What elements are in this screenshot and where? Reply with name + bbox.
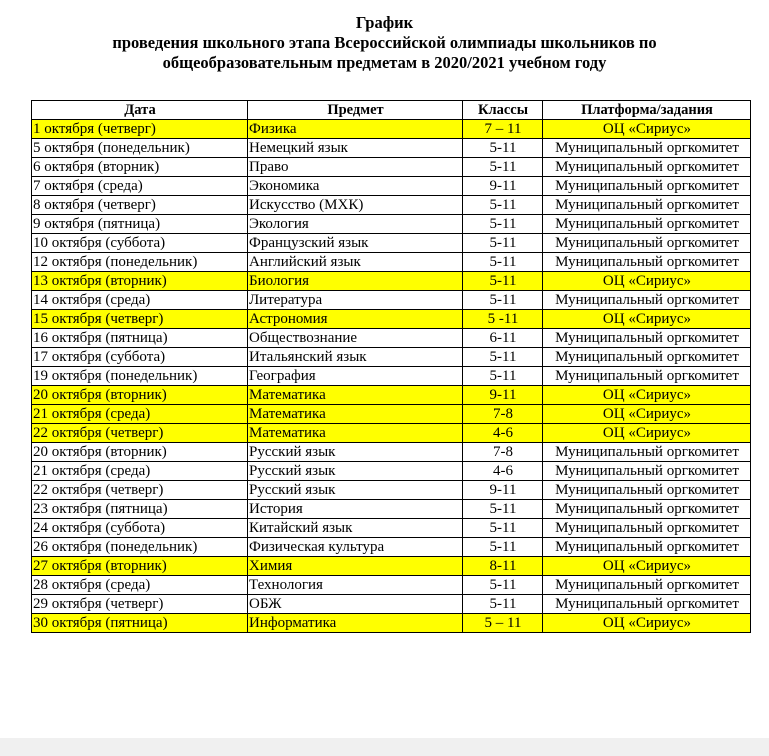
date-cell: 24 октября (суббота) [32,519,248,538]
platform-cell: Муниципальный оргкомитет [543,538,751,557]
subject-cell: География [248,367,463,386]
table-row [32,557,751,576]
title-line-3: общеобразовательным предметам в 2020/2021 учебном году [162,53,607,72]
table-row [32,158,751,177]
subject-cell: Русский язык [248,443,463,462]
platform-cell: Муниципальный оргкомитет [543,481,751,500]
platform-cell: Муниципальный оргкомитет [543,215,751,234]
table-row [32,538,751,557]
date-cell: 14 октября (среда) [32,291,248,310]
date-cell: 26 октября (понедельник) [32,538,248,557]
table-row [32,272,751,291]
table-row [32,386,751,405]
classes-cell: 8-11 [463,557,543,576]
table-row [32,519,751,538]
classes-cell: 7-8 [463,443,543,462]
table-row [32,595,751,614]
classes-cell: 5-11 [463,291,543,310]
subject-cell: ОБЖ [248,595,463,614]
platform-cell: ОЦ «Сириус» [543,272,751,291]
date-cell: 8 октября (четверг) [32,196,248,215]
table-row [32,443,751,462]
classes-cell: 4-6 [463,424,543,443]
classes-cell: 5-11 [463,538,543,557]
subject-cell: Биология [248,272,463,291]
subject-cell: Обществознание [248,329,463,348]
table-row [32,196,751,215]
date-cell: 22 октября (четверг) [32,424,248,443]
date-cell: 10 октября (суббота) [32,234,248,253]
header-date: Дата [32,101,248,120]
subject-cell: Экономика [248,177,463,196]
document-title [0,13,769,73]
platform-cell: Муниципальный оргкомитет [543,234,751,253]
classes-cell: 9-11 [463,177,543,196]
classes-cell: 5-11 [463,215,543,234]
table-row [32,139,751,158]
platform-cell: ОЦ «Сириус» [543,120,751,139]
date-cell: 30 октября (пятница) [32,614,248,633]
subject-cell: Математика [248,386,463,405]
classes-cell: 5 – 11 [463,614,543,633]
platform-cell: Муниципальный оргкомитет [543,253,751,272]
date-cell: 20 октября (вторник) [32,443,248,462]
date-cell: 13 октября (вторник) [32,272,248,291]
classes-cell: 5-11 [463,234,543,253]
title-line-1: График [355,13,414,32]
table-row [32,576,751,595]
date-cell: 28 октября (среда) [32,576,248,595]
subject-cell: Экология [248,215,463,234]
subject-cell: Математика [248,424,463,443]
date-cell: 21 октября (среда) [32,462,248,481]
subject-cell: Информатика [248,614,463,633]
classes-cell: 5 -11 [463,310,543,329]
classes-cell: 4-6 [463,462,543,481]
date-cell: 19 октября (понедельник) [32,367,248,386]
table-row [32,329,751,348]
platform-cell: Муниципальный оргкомитет [543,576,751,595]
platform-cell: ОЦ «Сириус» [543,424,751,443]
date-cell: 9 октября (пятница) [32,215,248,234]
date-cell: 15 октября (четверг) [32,310,248,329]
subject-cell: Астрономия [248,310,463,329]
subject-cell: Физическая культура [248,538,463,557]
classes-cell: 5-11 [463,576,543,595]
platform-cell: ОЦ «Сириус» [543,386,751,405]
platform-cell: ОЦ «Сириус» [543,310,751,329]
subject-cell: Французский язык [248,234,463,253]
header-subject: Предмет [248,101,463,120]
classes-cell: 9-11 [463,481,543,500]
classes-cell: 5-11 [463,196,543,215]
date-cell: 29 октября (четверг) [32,595,248,614]
platform-cell: Муниципальный оргкомитет [543,158,751,177]
platform-cell: Муниципальный оргкомитет [543,595,751,614]
date-cell: 5 октября (понедельник) [32,139,248,158]
header-platform: Платформа/задания [543,101,751,120]
subject-cell: Русский язык [248,462,463,481]
table-header-row [32,101,751,120]
date-cell: 21 октября (среда) [32,405,248,424]
classes-cell: 5-11 [463,272,543,291]
table-row [32,177,751,196]
classes-cell: 7 – 11 [463,120,543,139]
platform-cell: ОЦ «Сириус» [543,557,751,576]
subject-cell: Физика [248,120,463,139]
platform-cell: Муниципальный оргкомитет [543,291,751,310]
platform-cell: ОЦ «Сириус» [543,614,751,633]
classes-cell: 5-11 [463,158,543,177]
header-classes: Классы [463,101,543,120]
subject-cell: Итальянский язык [248,348,463,367]
date-cell: 12 октября (понедельник) [32,253,248,272]
subject-cell: Математика [248,405,463,424]
subject-cell: Технология [248,576,463,595]
subject-cell: Литература [248,291,463,310]
subject-cell: Русский язык [248,481,463,500]
page-bottom-edge [0,738,769,756]
table-row [32,614,751,633]
title-line-2: проведения школьного этапа Всероссийской олимпиады школьников по [112,33,657,52]
table-row [32,120,751,139]
table-row [32,310,751,329]
schedule-table [31,100,751,633]
platform-cell: Муниципальный оргкомитет [543,500,751,519]
classes-cell: 5-11 [463,139,543,158]
classes-cell: 5-11 [463,253,543,272]
table-row [32,234,751,253]
platform-cell: Муниципальный оргкомитет [543,348,751,367]
platform-cell: Муниципальный оргкомитет [543,519,751,538]
date-cell: 16 октября (пятница) [32,329,248,348]
date-cell: 17 октября (суббота) [32,348,248,367]
table-body [32,120,751,633]
platform-cell: ОЦ «Сириус» [543,405,751,424]
platform-cell: Муниципальный оргкомитет [543,329,751,348]
subject-cell: Право [248,158,463,177]
classes-cell: 5-11 [463,367,543,386]
date-cell: 22 октября (четверг) [32,481,248,500]
classes-cell: 6-11 [463,329,543,348]
table-row [32,348,751,367]
platform-cell: Муниципальный оргкомитет [543,367,751,386]
date-cell: 27 октября (вторник) [32,557,248,576]
subject-cell: Английский язык [248,253,463,272]
table-row [32,500,751,519]
table-row [32,215,751,234]
table-row [32,253,751,272]
subject-cell: Химия [248,557,463,576]
table-row [32,367,751,386]
classes-cell: 5-11 [463,519,543,538]
classes-cell: 7-8 [463,405,543,424]
date-cell: 23 октября (пятница) [32,500,248,519]
classes-cell: 5-11 [463,595,543,614]
classes-cell: 5-11 [463,500,543,519]
table-row [32,424,751,443]
date-cell: 6 октября (вторник) [32,158,248,177]
platform-cell: Муниципальный оргкомитет [543,462,751,481]
date-cell: 7 октября (среда) [32,177,248,196]
platform-cell: Муниципальный оргкомитет [543,196,751,215]
platform-cell: Муниципальный оргкомитет [543,177,751,196]
subject-cell: Китайский язык [248,519,463,538]
subject-cell: Искусство (МХК) [248,196,463,215]
table-row [32,462,751,481]
table-row [32,291,751,310]
classes-cell: 5-11 [463,348,543,367]
platform-cell: Муниципальный оргкомитет [543,139,751,158]
subject-cell: Немецкий язык [248,139,463,158]
date-cell: 1 октября (четверг) [32,120,248,139]
classes-cell: 9-11 [463,386,543,405]
table-row [32,405,751,424]
table-row [32,481,751,500]
platform-cell: Муниципальный оргкомитет [543,443,751,462]
date-cell: 20 октября (вторник) [32,386,248,405]
subject-cell: История [248,500,463,519]
